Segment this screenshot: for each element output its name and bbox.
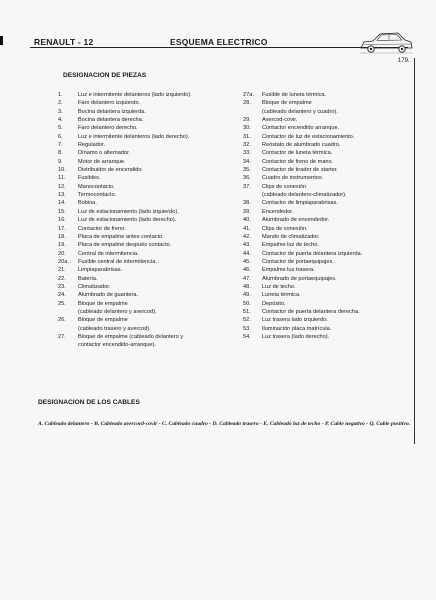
piece-list-item [58, 183, 236, 191]
piece-list-item [243, 233, 413, 241]
piece-list-item [243, 241, 413, 249]
piece-number: 27a. [243, 92, 254, 98]
piece-number: 30. [243, 125, 251, 132]
piece-number: 17. [58, 225, 66, 232]
piece-description: (cableado delantero-climatizador). [262, 192, 347, 199]
piece-description: Dínamo o alternador. [78, 150, 131, 157]
piece-description: Contactor de portaequipajes. [262, 258, 334, 265]
piece-list-item [58, 250, 236, 258]
piece-list-item [58, 233, 236, 241]
piece-description: Mando de climatizador. [262, 233, 320, 240]
piece-number: 14. [58, 200, 66, 207]
brand-label: RENAULT - 12 [34, 37, 94, 47]
cables-section-title: DESIGNACION DE LOS CABLES [38, 399, 140, 406]
piece-description: Luz e intermitente delanteros (lado izquierdo). [78, 92, 192, 98]
piece-list-item [243, 91, 413, 99]
piece-number: 39. [243, 208, 251, 215]
piece-description: Contactor de limpiaparabrisas. [262, 200, 338, 207]
piece-number: 23. [58, 283, 66, 290]
header-divider [30, 47, 408, 48]
piece-list-item [243, 174, 413, 182]
piece-number: 47. [243, 275, 251, 282]
piece-description: Cuadro de instrumentos. [262, 175, 324, 182]
piece-list-item [58, 166, 236, 174]
piece-description: Bloque de empalme [78, 317, 128, 324]
piece-list-item [58, 283, 236, 291]
piece-list-item [58, 325, 236, 333]
piece-description: Clips de conexión. [262, 225, 308, 232]
piece-number: 20a. [58, 258, 69, 265]
piece-list-item [243, 158, 413, 166]
piece-number: 36. [243, 175, 251, 182]
piece-number [58, 341, 78, 349]
piece-description: Faro delantero derecho. [78, 125, 138, 132]
piece-description: Contactor de tirador de starter. [262, 167, 338, 174]
piece-description: Bobina. [78, 200, 97, 207]
car-illustration [358, 28, 414, 58]
piece-description: Fusibles. [78, 175, 101, 182]
piece-description: Luneta térmica. [262, 292, 301, 299]
piece-list-item [243, 316, 413, 324]
piece-list-item [243, 108, 413, 116]
piece-list-item [243, 149, 413, 157]
piece-number: 29. [243, 117, 251, 124]
piece-description: Empalme luz de techo. [262, 242, 319, 249]
piece-description: Luz trasera (lado derecho). [262, 333, 330, 340]
piece-description: Placa de empalme después contacto. [78, 242, 172, 249]
piece-list-item [243, 141, 413, 149]
piece-list-item [243, 183, 413, 191]
piece-list-item [243, 333, 413, 341]
piece-description: Regulador. [78, 142, 106, 149]
piece-description: Contactor de freno. [78, 225, 126, 232]
piece-description: Luz de techo. [262, 283, 296, 290]
piece-description: Bloque de empalme (cableado delantero y [78, 333, 184, 340]
piece-number: 4. [58, 117, 63, 124]
piece-description: Depósito. [262, 300, 286, 307]
piece-list-item [243, 275, 413, 283]
piece-description: Reóstato de alumbrado cuadro. [262, 142, 341, 149]
piece-description: Bocina delantera izquierda. [78, 108, 146, 115]
cables-legend-text: A. Cableado delantero - B. Cableado avercord-covir - C. Cableado cuadro - D. Cableado trasero - E. Cableado luz de techo - P. Cable negativo - Q. Cable positivo. [38, 421, 411, 427]
piece-description: Encendedor. [262, 208, 294, 215]
piece-number: 37. [243, 183, 251, 190]
piece-number: 28. [243, 100, 251, 107]
piece-list-item [58, 216, 236, 224]
pieces-section-title: DESIGNACION DE PIEZAS [63, 72, 147, 79]
piece-number: 26. [58, 317, 66, 324]
piece-description: Alumbrado de guantera. [78, 292, 139, 299]
piece-list-item [58, 141, 236, 149]
piece-number: 16. [58, 217, 66, 224]
piece-list-item [58, 258, 236, 266]
piece-number: 38. [243, 200, 251, 207]
piece-list-item [58, 291, 236, 299]
piece-description: Alumbrado de encendedor. [262, 217, 330, 224]
piece-number: 1. [58, 92, 63, 98]
piece-description: Contactor de puerta delantera izquierda. [262, 250, 363, 257]
piece-list-item [58, 225, 236, 233]
piece-list-item [58, 91, 236, 99]
piece-description: contactor encendido-arranque). [78, 342, 157, 349]
piece-list-item [243, 133, 413, 141]
piece-list-item [58, 116, 236, 124]
piece-number [58, 308, 78, 316]
piece-list-item [58, 316, 236, 324]
piece-list-item [58, 341, 236, 349]
piece-list-item [243, 199, 413, 207]
piece-list-item [58, 99, 236, 107]
piece-number: 21. [58, 267, 66, 274]
piece-number: 10. [58, 167, 66, 174]
piece-list-item [58, 149, 236, 157]
piece-number: 12. [58, 183, 66, 190]
piece-description: Bloque de empalme [78, 300, 128, 307]
piece-number [243, 108, 262, 116]
piece-number: 40. [243, 217, 251, 224]
piece-number: 53. [243, 325, 251, 332]
piece-number: 25. [58, 300, 66, 307]
piece-description: Empalme luz trasera. [262, 267, 315, 274]
piece-number: 3. [58, 108, 63, 115]
piece-description: Luz de estacionamiento (lado derecho). [78, 217, 177, 224]
piece-description: Limpiaparabrisas. [78, 267, 123, 274]
piece-description: Contactor encendido arranque. [262, 125, 340, 132]
piece-list-item [243, 216, 413, 224]
piece-description: Contactor de luz de estacionamiento. [262, 133, 355, 140]
piece-number: 5. [58, 125, 63, 132]
page-edge-mark [0, 36, 3, 45]
piece-list-item [243, 291, 413, 299]
piece-description: Alumbrado de portaequipajes. [262, 275, 337, 282]
piece-list-item [243, 166, 413, 174]
piece-description: Distribuidor de encendido. [78, 167, 143, 174]
piece-number: 2. [58, 100, 63, 107]
piece-list-item [243, 208, 413, 216]
piece-number: 19. [58, 242, 66, 249]
piece-list-item [58, 199, 236, 207]
piece-number: 41. [243, 225, 251, 232]
piece-number: 11. [58, 175, 66, 182]
piece-description: Clips de conexión [262, 183, 307, 190]
piece-number: 13. [58, 192, 66, 199]
piece-list-item [58, 174, 236, 182]
piece-description: (cableado trasero y avercod). [78, 325, 151, 332]
piece-description: Central de intermitencia. [78, 250, 139, 257]
piece-description: Climatizador. [78, 283, 111, 290]
piece-number: 42. [243, 233, 251, 240]
piece-number: 8. [58, 150, 63, 157]
piece-list-item [243, 99, 413, 107]
piece-number: 52. [243, 317, 251, 324]
piece-number: 32. [243, 142, 251, 149]
piece-description: Fusible central de intermitencia. [78, 258, 157, 265]
piece-description: Termocontacto. [78, 192, 117, 199]
piece-number: 44. [243, 250, 251, 257]
piece-list-item [58, 300, 236, 308]
piece-number: 31. [243, 133, 251, 140]
piece-number: 35. [243, 167, 251, 174]
piece-description: Motor de arranque. [78, 158, 126, 165]
piece-list-item [58, 333, 236, 341]
piece-description: Manocontacto. [78, 183, 115, 190]
piece-description: Luz de estacionamiento (lado izquierdo). [78, 208, 179, 215]
piece-number: 54. [243, 333, 251, 340]
piece-description: Avercod-covir. [262, 117, 298, 124]
piece-number: 33. [243, 150, 251, 157]
piece-description: Contactor de puerta delantera derecha. [262, 308, 360, 315]
piece-number [243, 191, 262, 199]
pieces-left-column [58, 91, 236, 350]
pieces-right-column [243, 91, 413, 341]
piece-description: (cableado delantero y cuadro). [262, 108, 338, 115]
piece-description: (cableado delantero y avercod). [78, 308, 157, 315]
piece-description: Placa de empalme antes contacto. [78, 233, 164, 240]
piece-number: 24. [58, 292, 66, 299]
piece-description: Iluminación placa matrícula. [262, 325, 332, 332]
piece-list-item [243, 225, 413, 233]
page-number: 179. [398, 58, 410, 64]
piece-list-item [58, 266, 236, 274]
piece-list-item [58, 191, 236, 199]
piece-list-item [58, 308, 236, 316]
piece-description: Luz e intermitente delanteros (lado derecho). [78, 133, 190, 140]
piece-number: 22. [58, 275, 66, 282]
piece-list-item [58, 133, 236, 141]
piece-list-item [58, 241, 236, 249]
piece-number: 51. [243, 308, 251, 315]
piece-description: Bocina delantera derecha. [78, 117, 144, 124]
piece-number: 43. [243, 242, 251, 249]
piece-list-item [243, 300, 413, 308]
piece-list-item [243, 308, 413, 316]
piece-list-item [243, 250, 413, 258]
piece-number: 34. [243, 158, 251, 165]
piece-description: Faro delantero izquierdo. [78, 100, 141, 107]
piece-number: 9. [58, 158, 63, 165]
piece-list-item [243, 124, 413, 132]
piece-description: Luz trasera lado izquierdo. [262, 317, 328, 324]
piece-list-item [243, 191, 413, 199]
piece-list-item [243, 283, 413, 291]
document-title: ESQUEMA ELECTRICO [170, 37, 268, 47]
piece-number: 50. [243, 300, 251, 307]
piece-number: 48. [243, 283, 251, 290]
piece-number: 7. [58, 142, 63, 149]
piece-list-item [58, 275, 236, 283]
piece-number: 46. [243, 267, 251, 274]
piece-number: 45. [243, 258, 251, 265]
piece-list-item [243, 325, 413, 333]
piece-list-item [243, 266, 413, 274]
piece-description: Fusible de luneta térmica. [262, 92, 327, 98]
piece-number: 20. [58, 250, 66, 257]
piece-number [58, 325, 78, 333]
piece-list-item [58, 208, 236, 216]
piece-description: Batería. [78, 275, 98, 282]
piece-number: 18. [58, 233, 66, 240]
piece-list-item [58, 158, 236, 166]
piece-number: 27. [58, 333, 66, 340]
piece-list-item [243, 258, 413, 266]
piece-description: Bloque de empalme [262, 100, 312, 107]
piece-number: 49. [243, 292, 251, 299]
piece-number: 15. [58, 208, 66, 215]
piece-number: 6. [58, 133, 63, 140]
piece-list-item [243, 116, 413, 124]
piece-list-item [58, 108, 236, 116]
piece-description: Contactor de freno de mano. [262, 158, 334, 165]
piece-list-item [58, 124, 236, 132]
piece-description: Contactor de luneta térmica. [262, 150, 333, 157]
